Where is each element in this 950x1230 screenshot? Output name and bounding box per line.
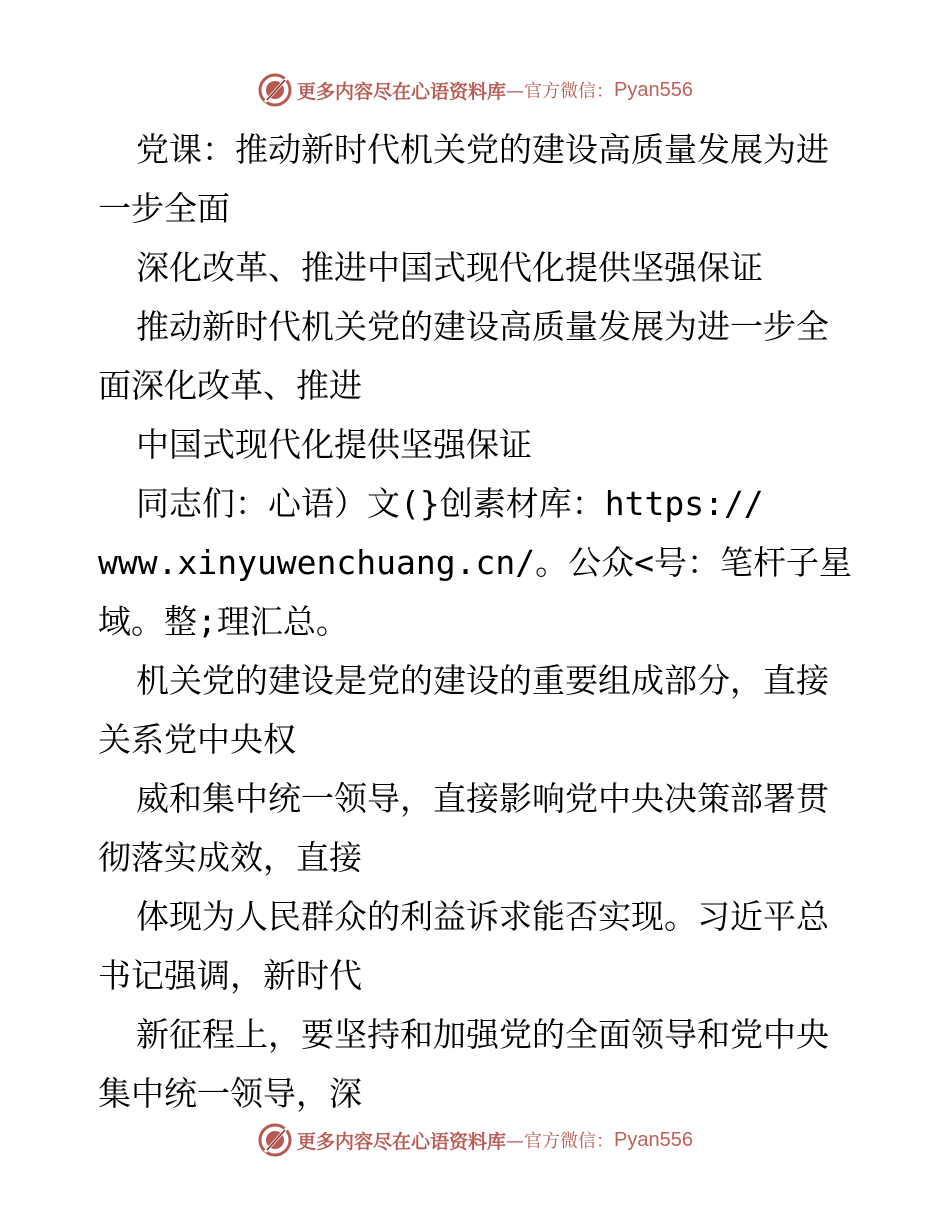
text-line: 关系党中央权: [98, 720, 296, 759]
text-line: 同志们：心语）文(}创素材库：https://: [136, 484, 764, 523]
text-line: 体现为人民群众的利益诉求能否实现。习近平总: [136, 897, 829, 936]
text-line: 一步全面: [98, 189, 230, 228]
watermark-id-text: Pyan556: [614, 1128, 693, 1151]
watermark-id-text: Pyan556: [614, 78, 693, 101]
watermark-main-text: 更多内容尽在心语资料库: [297, 1130, 507, 1153]
text-line: 机关党的建设是党的建设的重要组成部分，直接: [136, 661, 829, 700]
text-line: www.xinyuwenchuang.cn/。公众<号：笔杆子星: [98, 543, 852, 582]
text-line: 域。整;理汇总。: [98, 602, 349, 641]
watermark-main-text: 更多内容尽在心语资料库: [297, 80, 507, 103]
text-line: 书记强调，新时代: [98, 956, 362, 995]
text-line: 面深化改革、推进: [98, 366, 362, 405]
text-line: 威和集中统一领导，直接影响党中央决策部署贯: [136, 779, 829, 818]
header-watermark: [0, 70, 950, 110]
logo-icon: [257, 1122, 293, 1158]
text-line: 推动新时代机关党的建设高质量发展为进一步全: [136, 307, 829, 346]
text-line: 党课：推动新时代机关党的建设高质量发展为进: [136, 130, 829, 169]
watermark-sub-text: —官方微信：: [506, 1131, 615, 1152]
watermark-sub-text: —官方微信：: [506, 81, 615, 102]
text-line: 集中统一领导，深: [98, 1074, 362, 1113]
document-body: [98, 120, 868, 1123]
text-line: 深化改革、推进中国式现代化提供坚强保证: [136, 248, 763, 287]
text-line: 新征程上，要坚持和加强党的全面领导和党中央: [136, 1015, 829, 1054]
text-line: 彻落实成效，直接: [98, 838, 362, 877]
text-line: 中国式现代化提供坚强保证: [136, 425, 532, 464]
logo-icon: [257, 72, 293, 108]
footer-watermark: [0, 1120, 950, 1160]
